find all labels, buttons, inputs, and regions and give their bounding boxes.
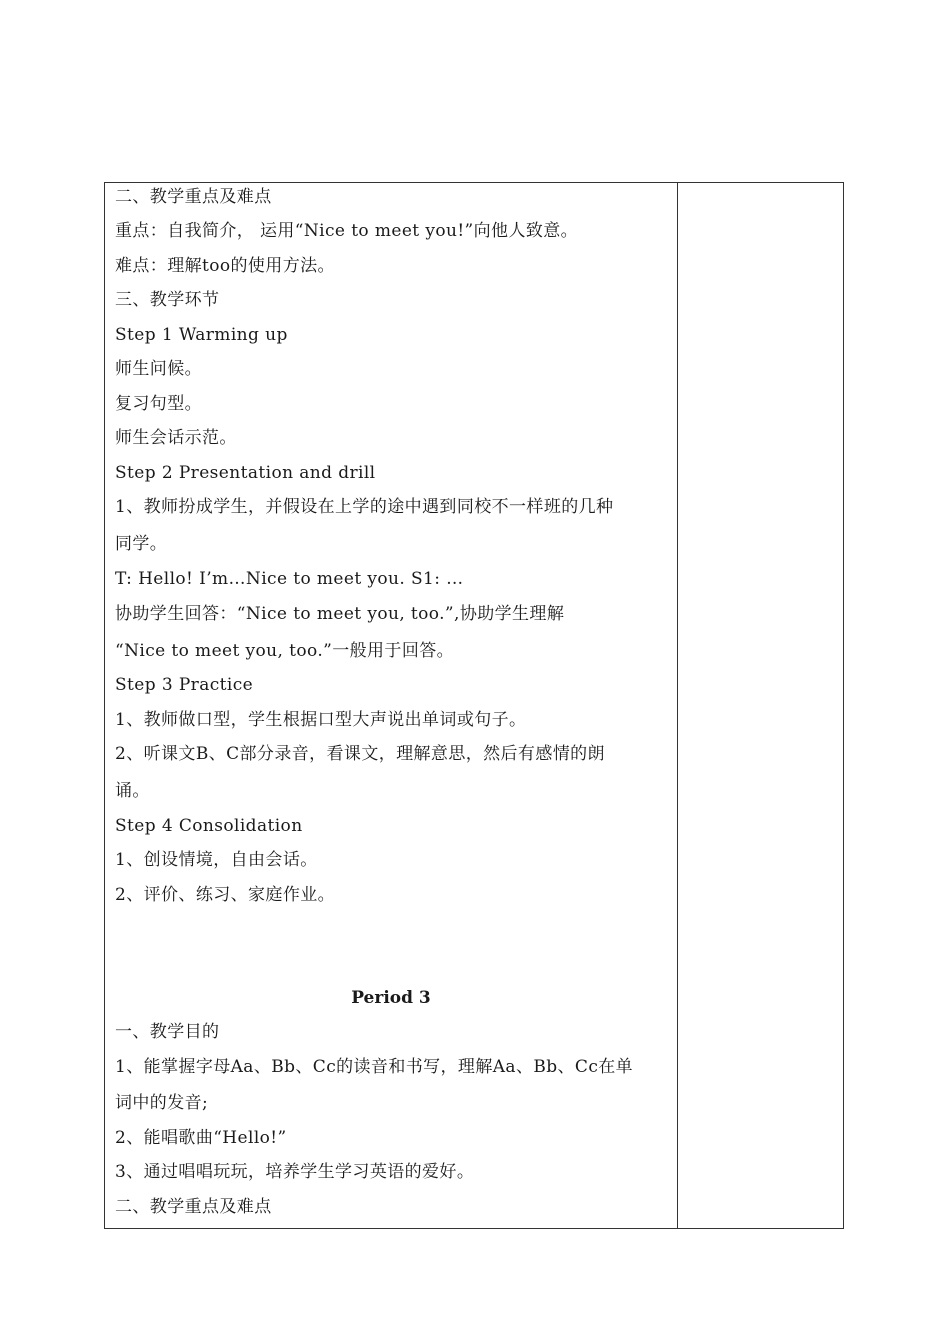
lesson-plan-table [104,182,844,1229]
notes-cell [679,183,843,1228]
text-line: T: Hello! I’m…Nice to meet you. S1: … [115,569,464,589]
step-heading: Step 1 Warming up [115,325,288,345]
text-line: 1、能掌握字母Aa、Bb、Cc的读音和书写，理解Aa、Bb、Cc在单 [115,1057,634,1077]
text-line: 一、教学目的 [115,1022,220,1042]
step-heading: Step 2 Presentation and drill [115,463,376,483]
text-line: 词中的发音; [115,1093,209,1113]
text-line: 难点：理解too的使用方法。 [115,256,335,276]
text-line: “Nice to meet you, too.”一般用于回答。 [115,641,455,661]
text-line: 3、通过唱唱玩玩，培养学生学习英语的爱好。 [115,1162,475,1182]
text-line: 师生问候。 [115,359,202,379]
text-line: 重点：自我简介， 运用“Nice to meet you!”向他人致意。 [115,221,579,241]
column-divider [677,183,678,1228]
step-heading: Step 3 Practice [115,675,254,695]
text-line: 1、教师做口型，学生根据口型大声说出单词或句子。 [115,710,527,730]
text-line: 诵。 [115,781,150,801]
text-line: 三、教学环节 [115,290,220,310]
text-line: 师生会话示范。 [115,428,237,448]
text-line: 同学。 [115,534,168,554]
text-line: 二、教学重点及难点 [115,187,272,207]
text-line: 2、听课文B、C部分录音，看课文，理解意思，然后有感情的朗 [115,744,605,764]
period-heading: Period 3 [351,988,431,1008]
text-line: 二、教学重点及难点 [115,1197,272,1217]
text-line: 复习句型。 [115,394,202,414]
text-line: 协助学生回答：“Nice to meet you, too.”,协助学生理解 [115,604,565,624]
text-line: 1、教师扮成学生，并假设在上学的途中遇到同校不一样班的几种 [115,497,614,517]
text-line: 1、创设情境，自由会话。 [115,850,318,870]
lesson-content-cell [105,183,677,1228]
text-line: 2、能唱歌曲“Hello!” [115,1128,287,1148]
text-line: 2、评价、练习、家庭作业。 [115,885,336,905]
step-heading: Step 4 Consolidation [115,816,303,836]
